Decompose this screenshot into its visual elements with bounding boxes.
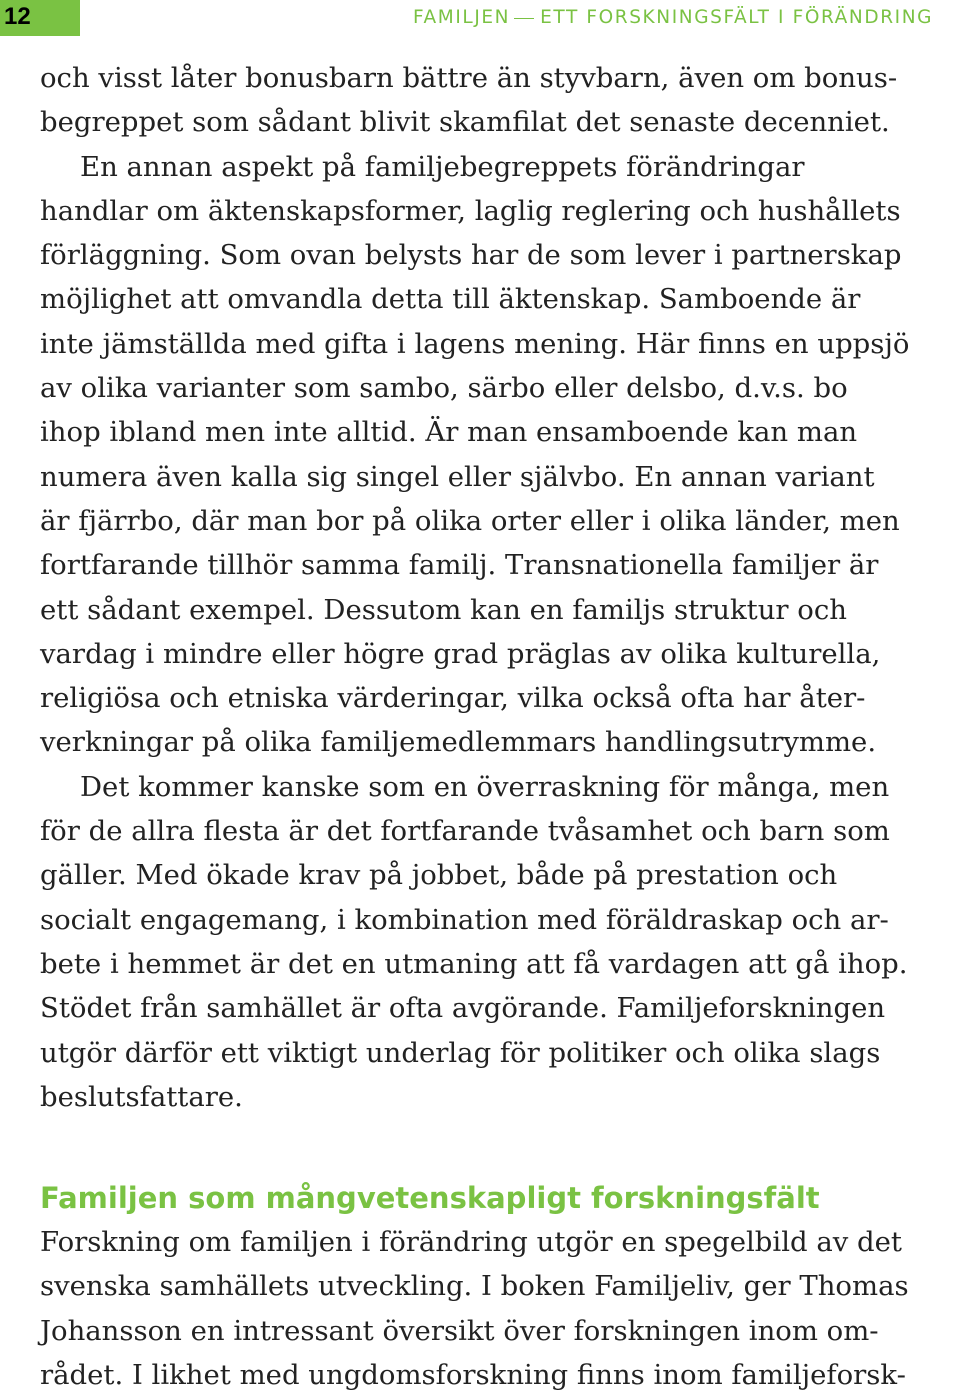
text-line: förläggning. Som ovan belysts har de som lever i partnerskap bbox=[40, 239, 902, 272]
section-heading: Familjen som mångvetenskapligt forskningsfält bbox=[40, 1181, 820, 1215]
body-text-main bbox=[40, 56, 940, 1119]
page-number: 12 bbox=[4, 3, 31, 30]
text-line: fortfarande tillhör samma familj. Transnationella familjer är bbox=[40, 549, 879, 582]
text-line: begreppet som sådant blivit skamfilat det senaste decenniet. bbox=[40, 106, 890, 139]
running-head-dash bbox=[514, 18, 534, 19]
text-line: vardag i mindre eller högre grad präglas av olika kulturella, bbox=[40, 637, 881, 670]
text-line: rådet. I likhet med ungdomsforskning finns inom familjeforsk- bbox=[40, 1358, 906, 1391]
running-head bbox=[413, 6, 933, 30]
text-line: av olika varianter som sambo, särbo eller delsbo, d.v.s. bo bbox=[40, 372, 848, 405]
text-line: Det kommer kanske som en överraskning för många, men bbox=[80, 770, 890, 803]
text-line: och visst låter bonusbarn bättre än styvbarn, även om bonus- bbox=[40, 62, 898, 94]
text-line: för de allra flesta är det fortfarande tvåsamhet och barn som bbox=[40, 815, 890, 848]
text-line: bete i hemmet är det en utmaning att få vardagen att gå ihop. bbox=[40, 947, 908, 980]
text-line: beslutsfattare. bbox=[40, 1080, 243, 1113]
text-line: möjlighet att omvandla detta till äktenskap. Samboende är bbox=[40, 283, 861, 316]
text-line: utgör därför ett viktigt underlag för politiker och olika slags bbox=[40, 1036, 881, 1069]
body-text-section bbox=[40, 1220, 940, 1397]
text-line: numera även kalla sig singel eller självbo. En annan variant bbox=[40, 460, 875, 493]
page-number-box bbox=[0, 0, 80, 36]
text-line: ihop ibland men inte alltid. Är man ensamboende kan man bbox=[40, 416, 858, 449]
text-line: svenska samhällets utveckling. I boken Familjeliv, ger Thomas bbox=[40, 1270, 909, 1303]
text-line: Johansson en intressant översikt över forskningen inom om- bbox=[40, 1314, 879, 1347]
text-line: ett sådant exempel. Dessutom kan en familjs struktur och bbox=[40, 593, 847, 626]
page-header bbox=[0, 0, 960, 36]
text-line: Stödet från samhället är ofta avgörande. Familjeforskningen bbox=[40, 992, 886, 1025]
running-head-left: FAMILJEN bbox=[413, 7, 511, 28]
text-line: religiösa och etniska värderingar, vilka också ofta har åter- bbox=[40, 682, 866, 715]
text-line: gäller. Med ökade krav på jobbet, både på prestation och bbox=[40, 859, 838, 892]
text-line: är fjärrbo, där man bor på olika orter eller i olika länder, men bbox=[40, 504, 900, 537]
running-head-right: ETT FORSKNINGSFÄLT I FÖRÄNDRING bbox=[540, 7, 934, 28]
text-line: inte jämställda med gifta i lagens mening. Här finns en uppsjö bbox=[40, 327, 910, 360]
text-line: En annan aspekt på familjebegreppets förändringar bbox=[80, 150, 805, 183]
text-line: socialt engagemang, i kombination med föräldraskap och ar- bbox=[40, 903, 889, 936]
text-line: verkningar på olika familjemedlemmars handlingsutrymme. bbox=[40, 726, 877, 759]
text-line: handlar om äktenskapsformer, laglig reglering och hushållets bbox=[40, 194, 901, 227]
text-line: Forskning om familjen i förändring utgör en spegelbild av det bbox=[40, 1226, 902, 1258]
